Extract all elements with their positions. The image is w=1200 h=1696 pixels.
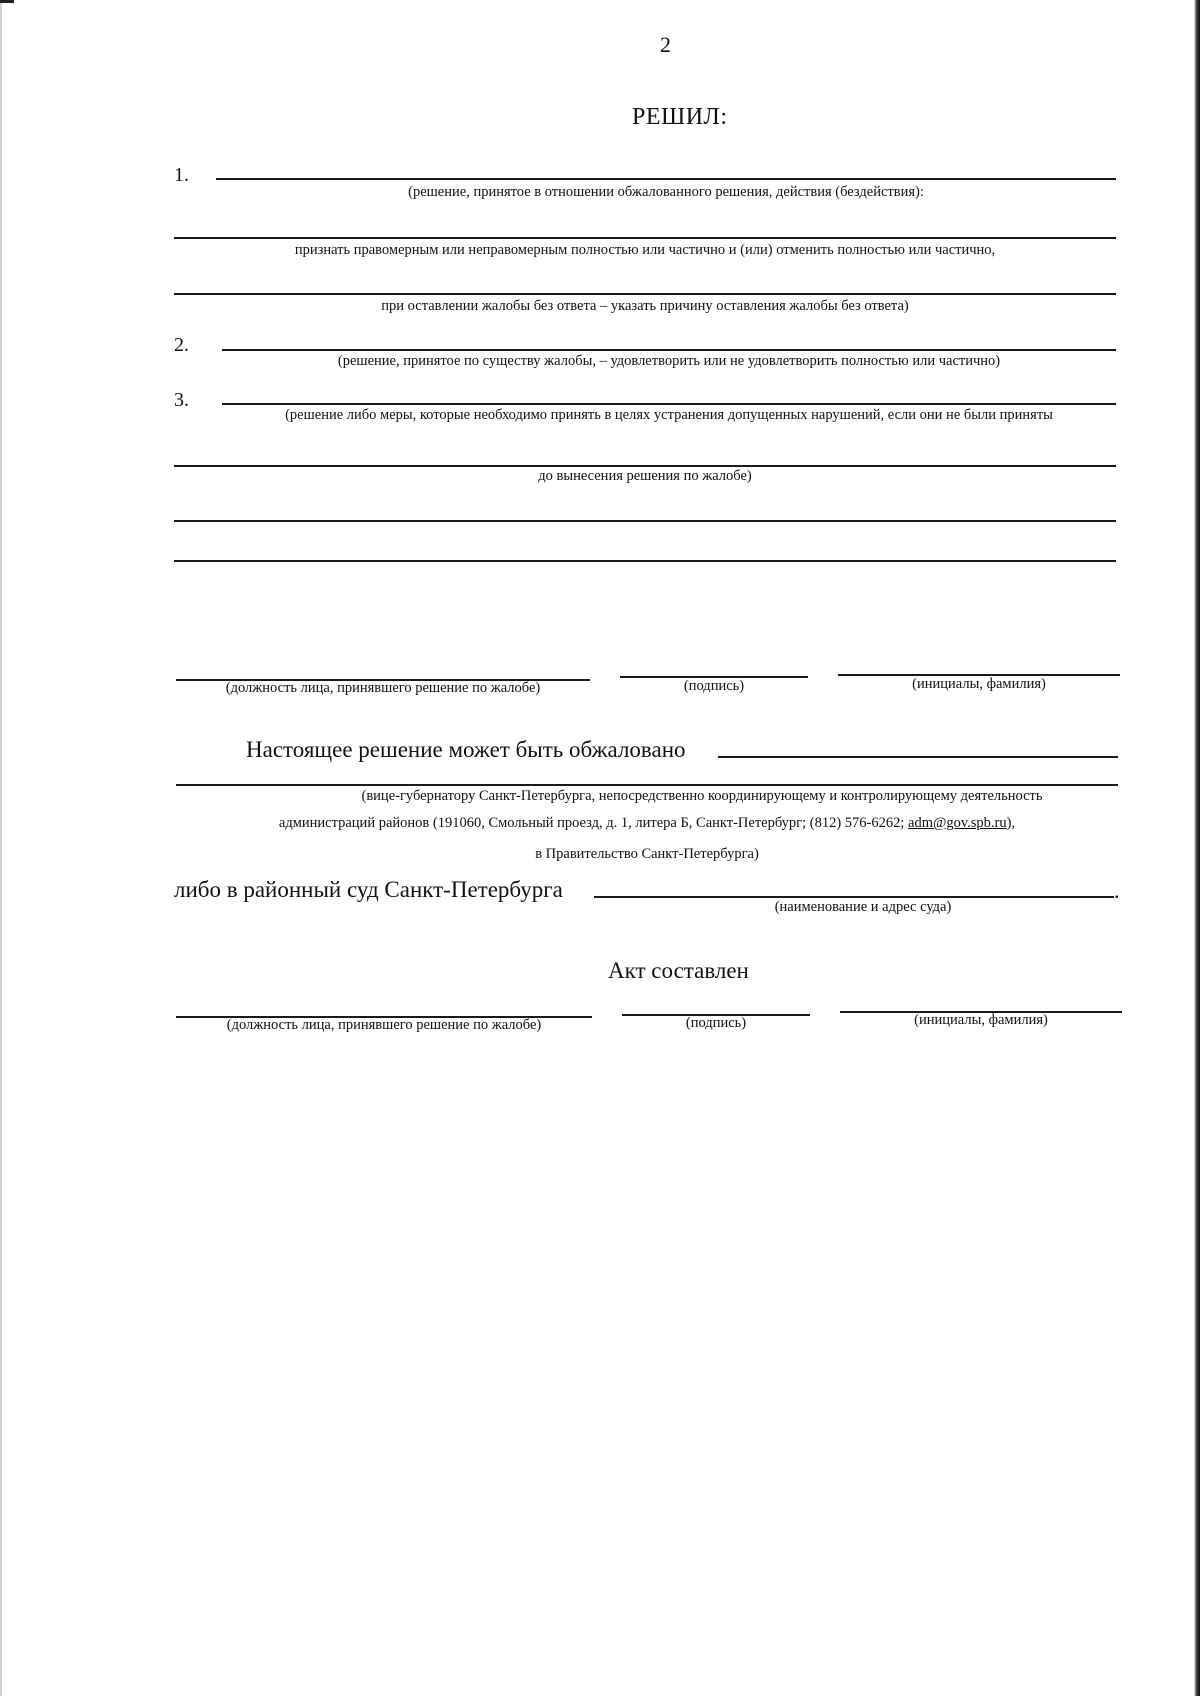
name-caption: (инициалы, фамилия): [912, 676, 1046, 692]
appeal-caption-2-prefix: администраций районов (191060, Смольный проезд, д. 1, литера Б, Санкт-Петербург; (812) 576-6262;: [278, 815, 905, 831]
item-number-2: 2.: [174, 334, 189, 356]
act-title: Акт составлен: [608, 958, 749, 983]
appeal-caption-2: [176, 815, 1118, 832]
item-1-field-line-2: [174, 237, 1116, 239]
name-caption-2: (инициалы, фамилия): [914, 1012, 1048, 1028]
appeal-text: Настоящее решение может быть обжаловано: [246, 737, 686, 762]
appeal-field-line: [718, 756, 1118, 758]
scan-left-edge: [0, 0, 2, 1696]
item-3-field-line: [222, 403, 1116, 405]
blank-field-line-1: [174, 520, 1116, 522]
position-caption-2: (должность лица, принявшего решение по жалобе): [226, 1017, 542, 1033]
position-caption: (должность лица, принявшего решение по жалобе): [225, 680, 541, 696]
signature-caption: (подпись): [683, 678, 745, 694]
appeal-caption-2-suffix: ),: [1006, 815, 1016, 831]
court-field-line: [594, 896, 1114, 898]
email-link[interactable]: adm@gov.spb.ru: [908, 815, 1007, 831]
appeal-caption-1-text: (вице-губернатору Санкт-Петербурга, непосредственно координирующему и контролирующему деятельность: [361, 788, 1043, 804]
item-1-caption-2: признать правомерным или неправомерным полностью или частично и (или) отменить полностью или частично,: [294, 242, 996, 258]
item-3-field-line-2: [174, 465, 1116, 467]
scan-corner-mark: [0, 0, 14, 3]
signature-caption-2: (подпись): [685, 1015, 747, 1031]
blank-field-line-2: [174, 560, 1116, 562]
court-caption: (наименование и адрес суда): [774, 899, 952, 915]
item-2-field-line: [222, 349, 1116, 351]
item-1-field-line: [216, 178, 1116, 180]
item-number-1: 1.: [174, 164, 189, 186]
item-1-field-line-3: [174, 293, 1116, 295]
item-1-caption: (решение, принятое в отношении обжалованного решения, действия (бездействия):: [408, 184, 924, 200]
item-3-caption-2: до вынесения решения по жалобе): [538, 468, 752, 484]
item-number-3: 3.: [174, 389, 189, 411]
appeal-caption-3: в Правительство Санкт-Петербурга): [535, 846, 759, 862]
appeal-caption-1: [176, 788, 1118, 805]
scan-right-edge: [1194, 0, 1200, 1696]
page-heading: РЕШИЛ:: [632, 104, 728, 130]
court-end-period: .: [1114, 878, 1120, 903]
page-number: 2: [660, 32, 671, 57]
court-text: либо в районный суд Санкт-Петербурга: [174, 877, 563, 902]
appeal-field-line-2: [176, 784, 1118, 786]
item-2-caption: (решение, принятое по существу жалобы, – удовлетворить или не удовлетворить полностью или частично): [337, 353, 1001, 369]
item-3-caption: (решение либо меры, которые необходимо принять в целях устранения допущенных нарушений, если они не были приняты: [285, 407, 1053, 423]
item-1-caption-3: при оставлении жалобы без ответа – указать причину оставления жалобы без ответа): [381, 298, 909, 314]
